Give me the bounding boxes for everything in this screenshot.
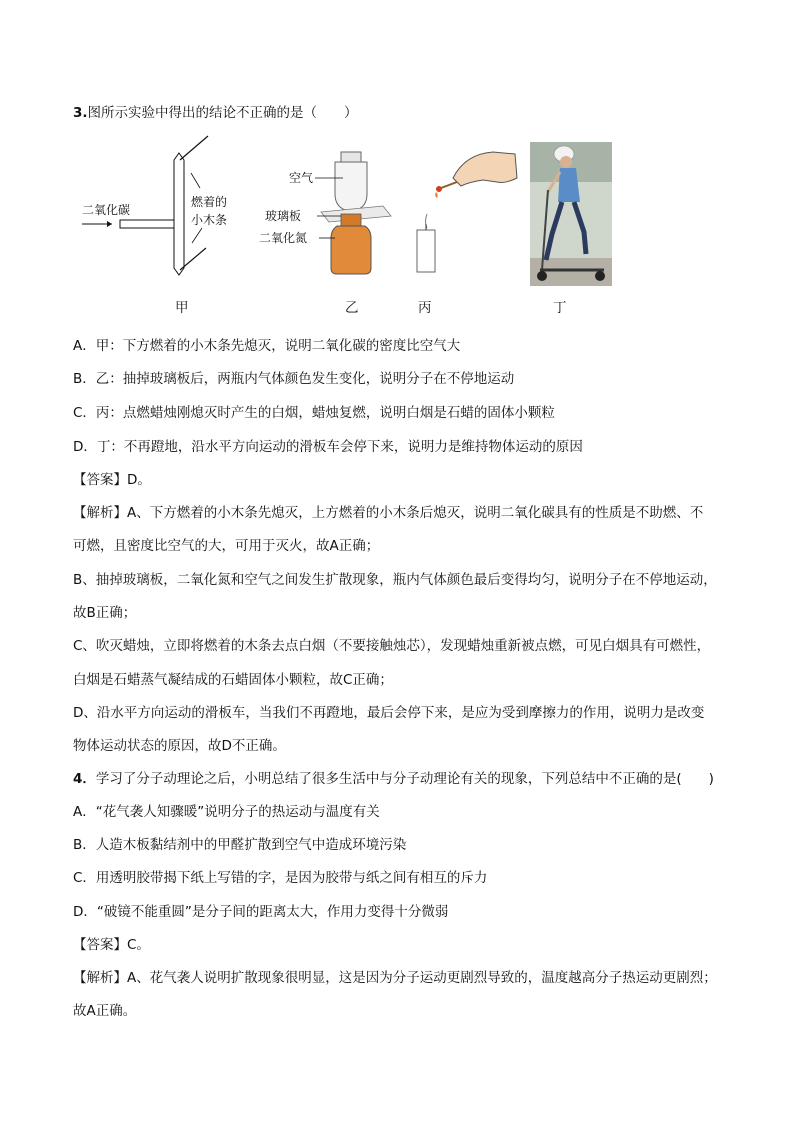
q4-option-c: C．用透明胶带揭下纸上写错的字，是因为胶带与纸之间有相互的斥力 [73, 870, 488, 886]
q3-number: 3. [73, 105, 88, 121]
q3-analysis-line: D、沿水平方向运动的滑板车，当我们不再蹬地，最后会停下来，是应为受到摩擦力的作用，说明力是改变 [73, 705, 705, 721]
q4-option-b: B．人造木板黏结剂中的甲醛扩散到空气中造成环境污染 [73, 837, 407, 853]
q4-option-d: D．“破镜不能重圆”是分子间的距离太大，作用力变得十分微弱 [73, 904, 449, 920]
yi-glass-label: 玻璃板 [265, 209, 302, 223]
q4-stem-text: 学习了分子动理论之后，小明总结了很多生活中与分子动理论有关的现象，下列总结中不正确的是( ) [95, 771, 714, 787]
q4-answer: 【答案】C。 [73, 937, 150, 953]
q4-stem [73, 770, 714, 788]
q3-stem [73, 104, 358, 122]
q3-option-b: B．乙：抽掉玻璃板后，两瓶内气体颜色发生变化，说明分子在不停地运动 [73, 371, 515, 387]
q4-number: 4． [73, 771, 96, 787]
jia-label: 甲 [175, 300, 189, 316]
q3-analysis-line: B、抽掉玻璃板，二氧化氮和空气之间发生扩散现象，瓶内气体颜色最后变得均匀，说明分子在不停地运动， [73, 572, 717, 588]
q3-analysis-line: 可燃，且密度比空气的大，可用于灭火，故A正确； [73, 538, 380, 554]
q3-analysis-line: 【解析】A、下方燃着的小木条先熄灭，上方燃着的小木条后熄灭，说明二氧化碳具有的性质是不助燃、不 [73, 505, 704, 521]
q3-analysis-line: 白烟是石蜡蒸气凝结成的石蜡固体小颗粒，故C正确； [73, 672, 393, 688]
q4-analysis-line: 【解析】A、花气袭人说明扩散现象很明显，这是因为分子运动更剧烈导致的，温度越高分子热运动更剧烈； [73, 970, 717, 986]
yi-air-label: 空气 [289, 171, 314, 185]
figure-jia [76, 128, 246, 278]
q3-analysis-line: 物体运动状态的原因，故D不正确。 [73, 738, 286, 754]
figure-bing [405, 148, 525, 278]
q3-answer: 【答案】D。 [73, 472, 151, 488]
yi-no2-label: 二氧化氮 [259, 231, 308, 245]
q4-analysis-line: 故A正确。 [73, 1003, 137, 1019]
bing-label: 丙 [418, 300, 432, 316]
q3-option-a: A．甲：下方燃着的小木条先熄灭，说明二氧化碳的密度比空气大 [73, 338, 461, 354]
yi-label: 乙 [345, 300, 359, 316]
q4-option-a: A．“花气袭人知骤暖”说明分子的热运动与温度有关 [73, 804, 380, 820]
q3-stem-text: 图所示实验中得出的结论不正确的是（ ） [87, 105, 358, 121]
jia-co2-label: 二氧化碳 [82, 203, 131, 217]
q3-option-d: D．丁：不再蹬地，沿水平方向运动的滑板车会停下来，说明力是维持物体运动的原因 [73, 439, 583, 455]
q3-analysis-line: C、吹灭蜡烛，立即将燃着的木条去点白烟（不要接触烛芯），发现蜡烛重新被点燃，可见白烟具有可燃性， [73, 638, 711, 654]
q3-analysis-line: 故B正确； [73, 605, 137, 621]
jia-stick-label-1: 燃着的 [191, 195, 228, 209]
ding-label: 丁 [553, 300, 567, 316]
jia-stick-label-2: 小木条 [191, 213, 228, 227]
q3-option-c: C．丙：点燃蜡烛刚熄灭时产生的白烟，蜡烛复燃，说明白烟是石蜡的固体小颗粒 [73, 405, 555, 421]
figure-ding [530, 142, 612, 286]
figure-yi [255, 150, 395, 280]
